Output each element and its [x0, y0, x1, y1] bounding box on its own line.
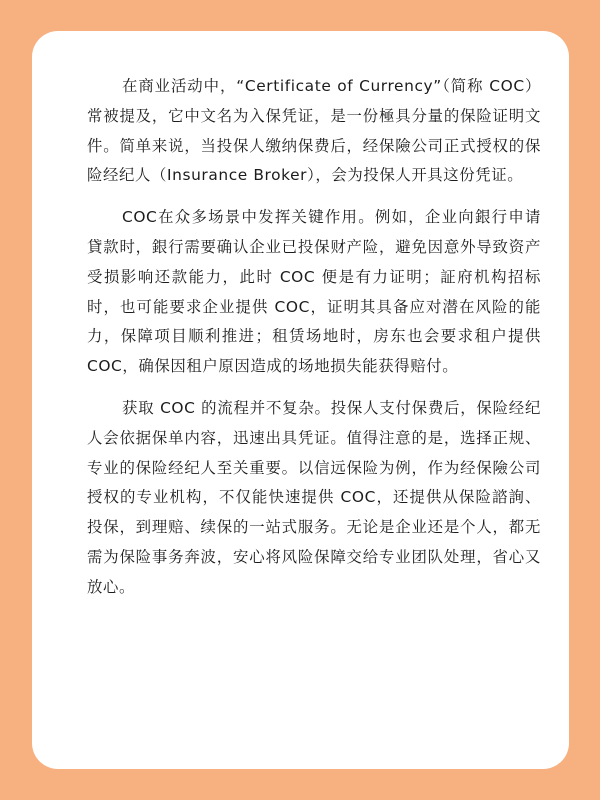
paragraph-process: 获取 COC 的流程并不复杂。投保人支付保费后，保险经纪人会依据保单内容，迅速出具凭证。值得注意的是，选择正规、专业的保险经纪人至关重要。以信远保险为例，作为经保險公司授权的专业机构，不仅能快速提供 COC，还提供从保险諮詢、投保，到理赔、续保的一站式服务。无论是企业还是个人，都无需为保险事务奔波，安心将风险保障交给专业团队处理，省心又放心。: [87, 398, 541, 596]
paragraph-intro: 在商业活动中，“Certificate of Currency”（简称 COC）常被提及，它中文名为入保凭证，是一份極具分量的保险证明文件。简单来说，当投保人缴纳保费后，经保險公司正式授权的保险经纪人（Insurance Broker），会为投保人开具这份凭证。: [87, 77, 541, 185]
article-card: [32, 31, 569, 769]
paragraph-use-cases: COC在众多场景中发挥关键作用。例如，企业向銀行申请貸款时，銀行需要确认企业已投保财产险，避免因意外导致资产受损影响还款能力，此时 COC 便是有力证明；証府机构招标时，也可能要求企业提供 COC，证明其具备应对潜在风险的能力，保障项目顺利推进；租赁场地时，房东也会要求租户提供 COC，确保因租户原因造成的场地损失能获得赔付。: [87, 208, 541, 376]
